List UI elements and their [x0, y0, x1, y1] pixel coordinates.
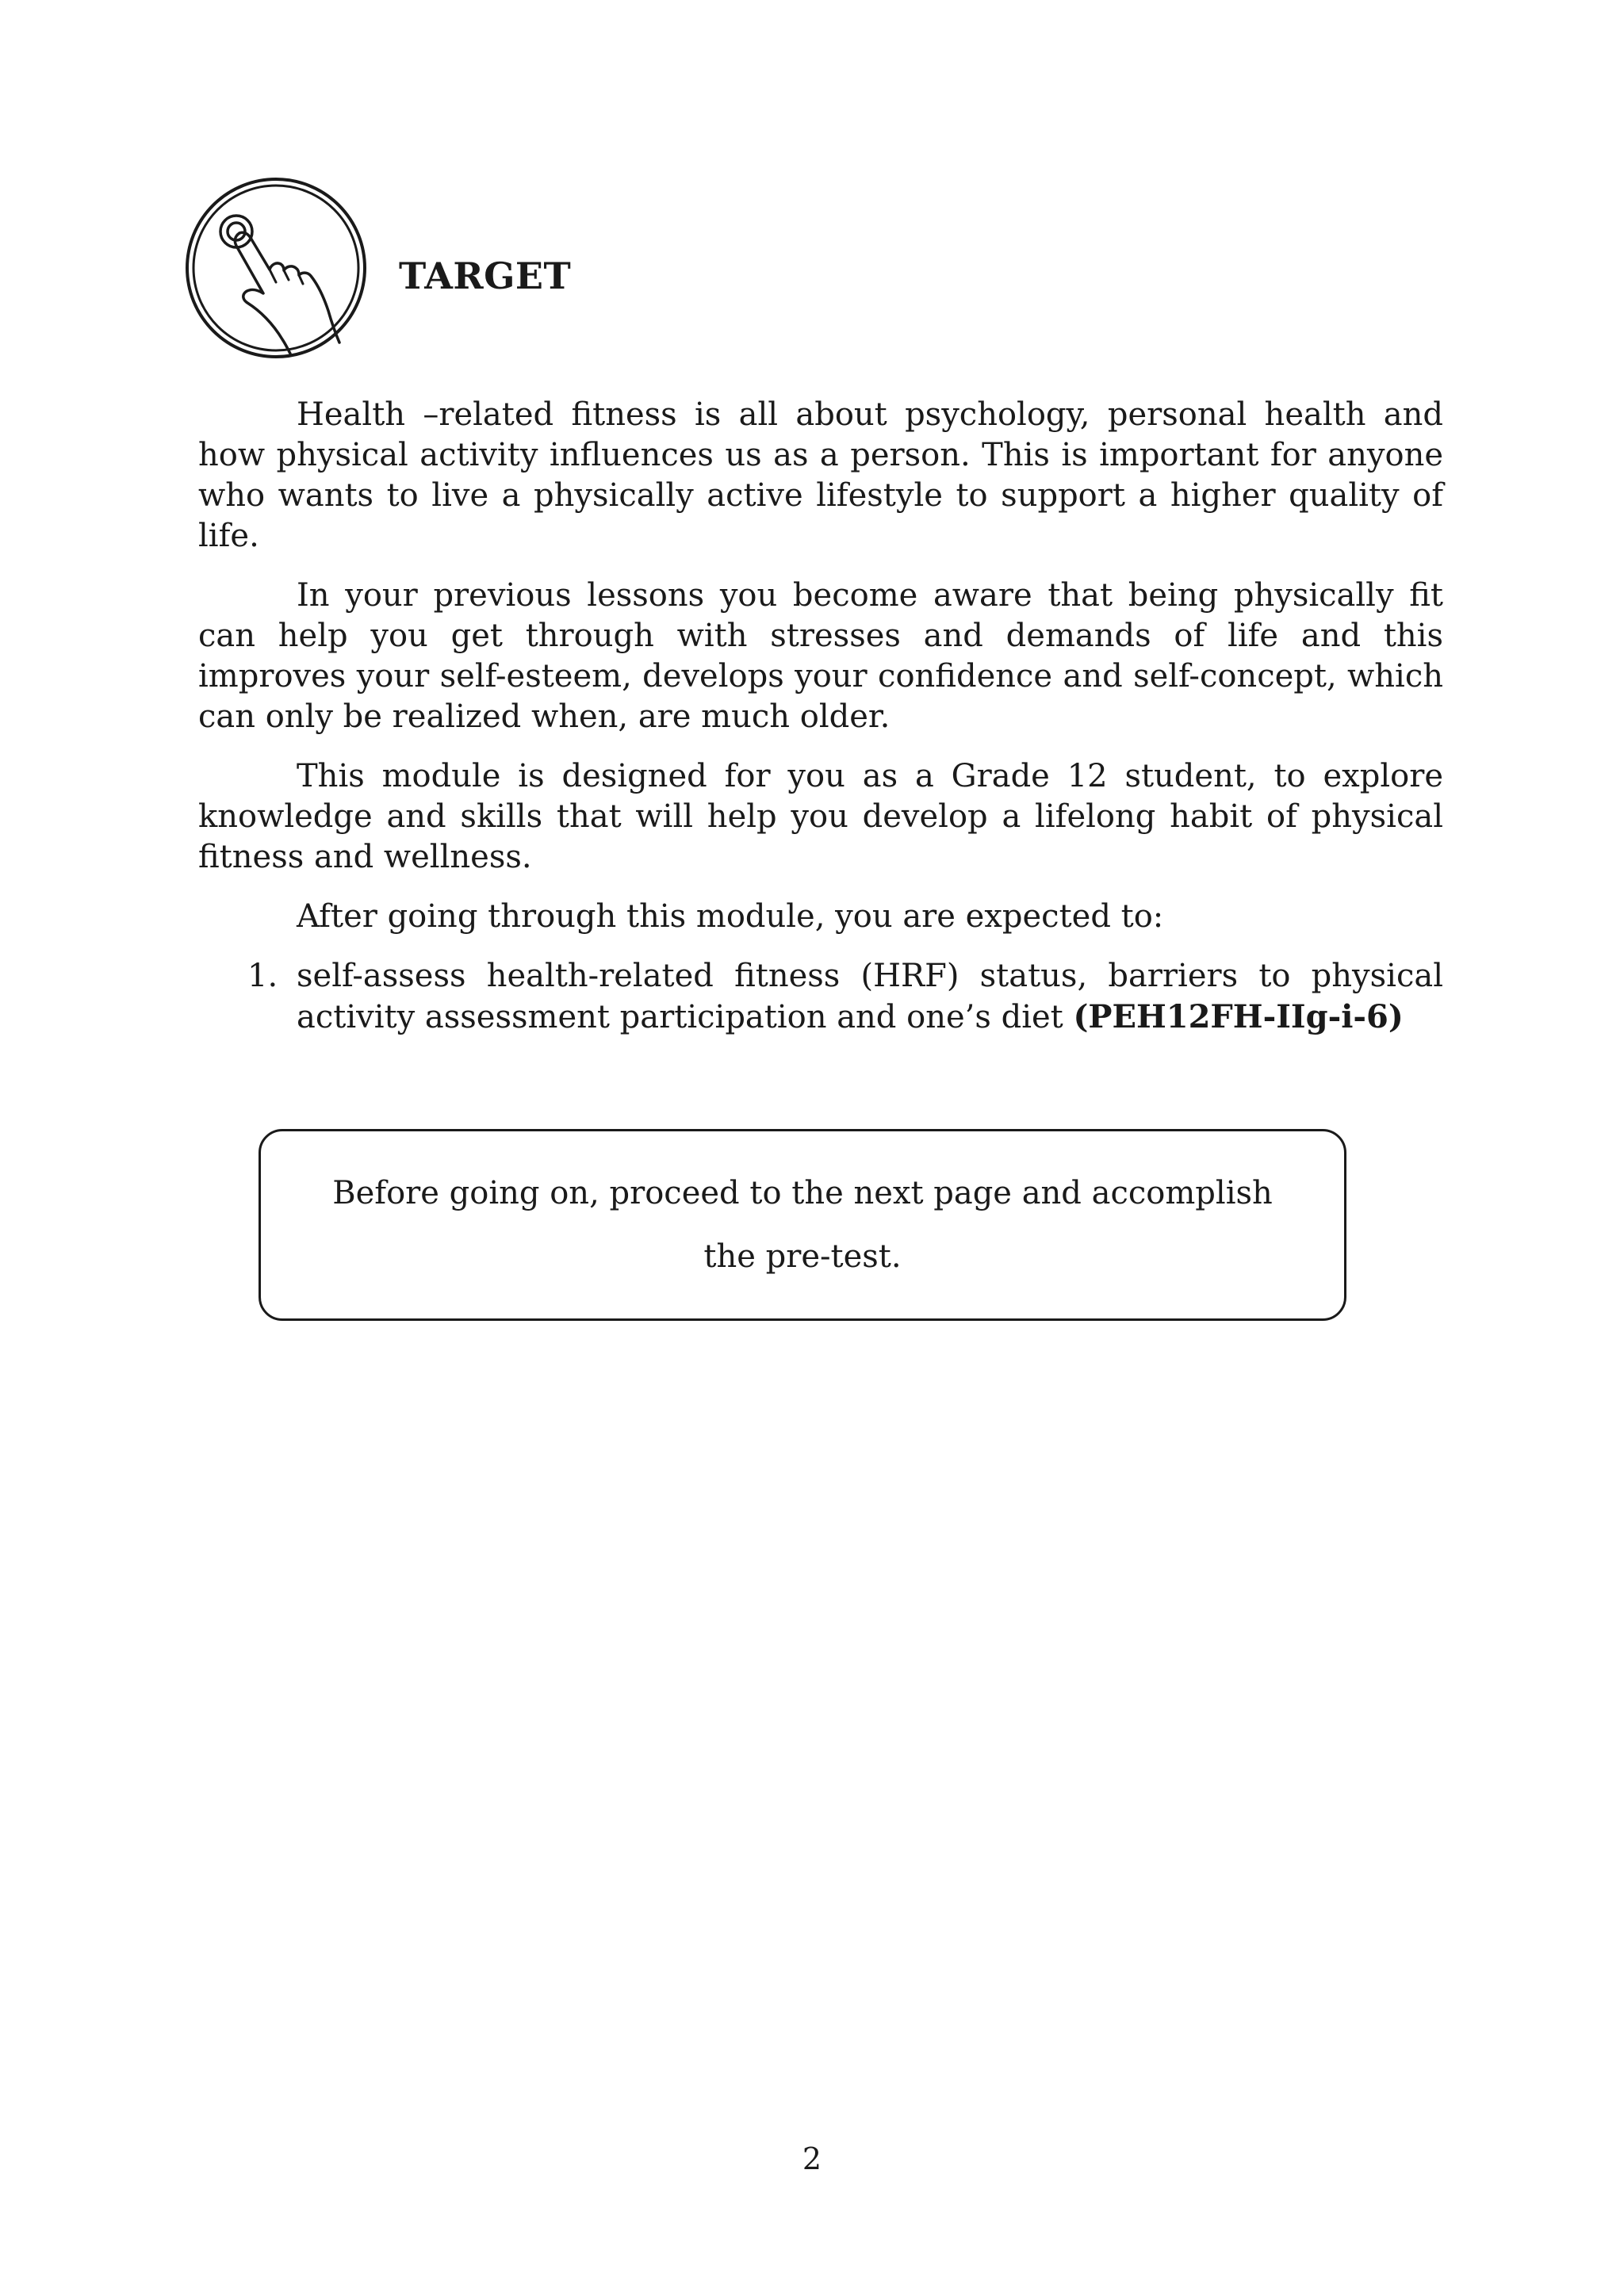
section-title: TARGET: [399, 254, 572, 297]
hand-pointing-button-icon: [184, 176, 368, 360]
objective-code: (PEH12FH-IIg-i-6): [1073, 998, 1404, 1035]
pretest-notice-text: Before going on, proceed to the next page and accomplish the pre-test.: [332, 1175, 1273, 1275]
pretest-notice-box: [259, 1129, 1346, 1321]
objectives-list: [198, 956, 1443, 1038]
objectives-lead-paragraph: After going through this module, you are expected to:: [297, 898, 1164, 935]
objective-number: 1.: [247, 958, 278, 994]
page-number: 2: [802, 2141, 822, 2176]
objective-item: [198, 956, 1443, 1038]
previous-lessons-paragraph: In your previous lessons you become aware that being physically fit can help you get through with stresses and demands of life and this improves your self-esteem, develops your confidence and self-concept, which can only be realized when, are much older.: [198, 577, 1443, 735]
body-text: [198, 395, 1443, 1038]
module-purpose-paragraph: This module is designed for you as a Grade 12 student, to explore knowledge and skills that will help you develop a lifelong habit of physical fitness and wellness.: [198, 758, 1443, 875]
objective-text: self-assess health-related fitness (HRF) status, barriers to physical activity assessment participation and one’s diet: [297, 958, 1443, 1035]
intro-paragraph: Health –related fitness is all about psychology, personal health and how physical activity influences us as a person. This is important for anyone who wants to live a physically active lifestyle to support a higher quality of life.: [198, 396, 1443, 554]
